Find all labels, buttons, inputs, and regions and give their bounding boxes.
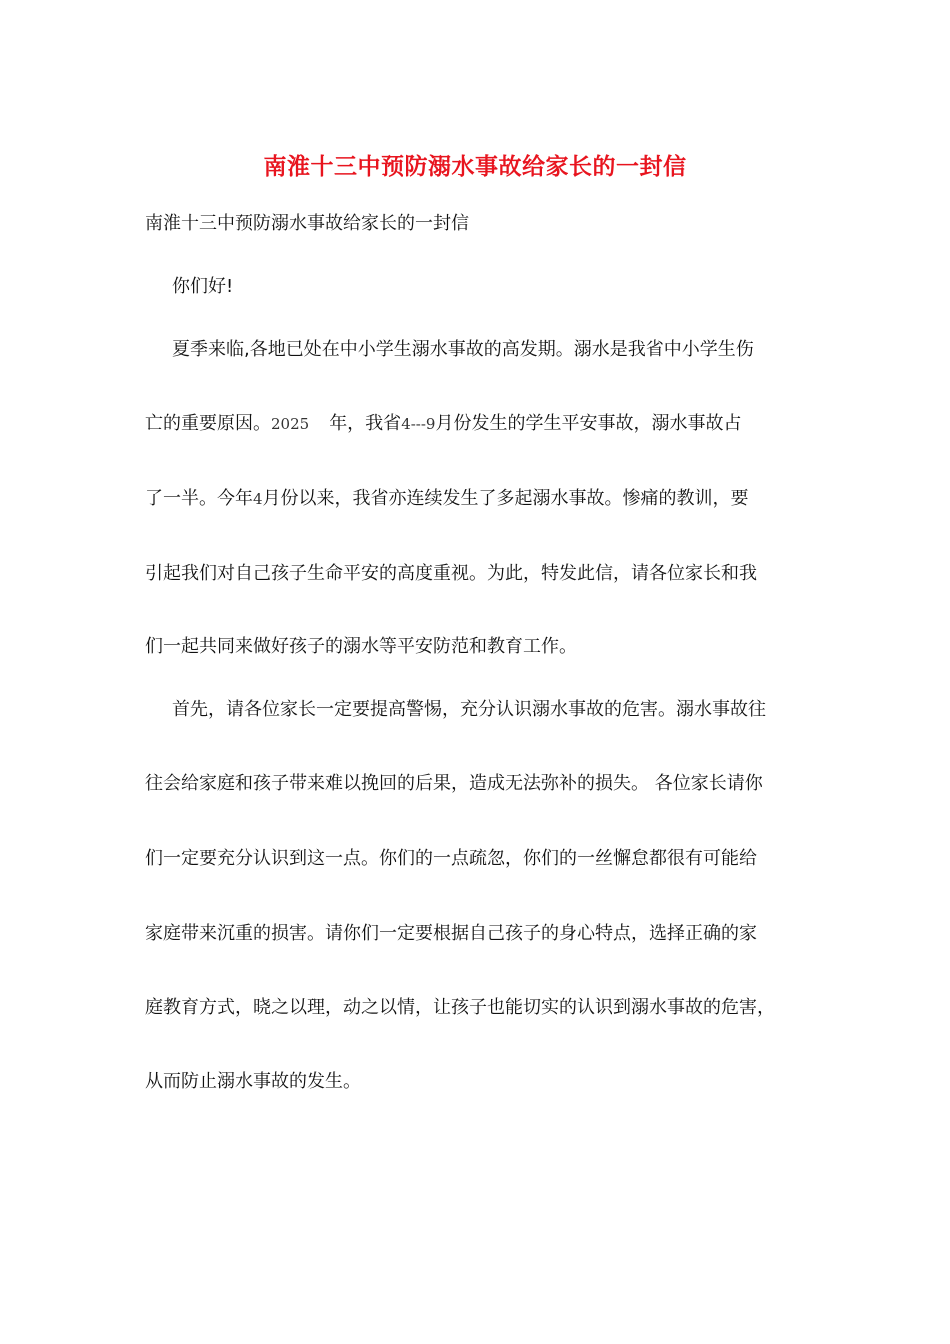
paragraph-2-line-1: 首先，请各位家长一定要提高警惕，充分认识溺水事故的危害。溺水事故往 [172,699,766,720]
paragraph-2-line-5: 庭教育方式，晓之以理，动之以情，让孩子也能切实的认识到溺水事故的危害， [145,997,775,1018]
paragraph-2-line-6: 从而防止溺水事故的发生。 [145,1071,361,1092]
paragraph-1-line-5: 们一起共同来做好孩子的溺水等平安防范和教育工作。 [145,636,577,657]
document-subtitle: 南淮十三中预防溺水事故给家长的一封信 [145,213,469,234]
paragraph-1-line-2-part-b: 年，我省 [329,413,402,434]
month-number: 4 [253,490,263,508]
paragraph-1-line-2 [145,410,741,438]
greeting-text: 你们好! [172,276,234,297]
paragraph-1-line-3 [145,485,749,513]
paragraph-1-line-4: 引起我们对自己孩子生命平安的高度重视。为此，特发此信，请各位家长和我 [145,563,757,584]
month-range: 4---9 [401,415,436,433]
document-title: 南淮十三中预防溺水事故给家长的一封信 [263,153,687,180]
paragraph-1-line-3-part-b: 月份以来，我省亦连续发生了多起溺水事故。惨痛的教训，要 [262,488,749,509]
paragraph-2-line-2: 往会给家庭和孩子带来难以挽回的后果，造成无法弥补的损失。 各位家长请你 [145,773,763,794]
paragraph-2-line-3: 们一定要充分认识到这一点。你们的一点疏忽，你们的一丝懈怠都很有可能给 [145,848,757,869]
paragraph-1-line-3-part-a: 了一半。今年 [145,488,253,509]
paragraph-2-line-4: 家庭带来沉重的损害。请你们一定要根据自己孩子的身心特点，选择正确的家 [145,923,757,944]
paragraph-1-line-2-part-c: 月份发生的学生平安事故，溺水事故占 [435,413,742,434]
year-number: 2025 [271,415,310,433]
paragraph-1-line-1: 夏季来临,各地已处在中小学生溺水事故的高发期。溺水是我省中小学生伤 [172,339,754,360]
paragraph-1-line-2-part-a: 亡的重要原因。 [145,413,271,434]
